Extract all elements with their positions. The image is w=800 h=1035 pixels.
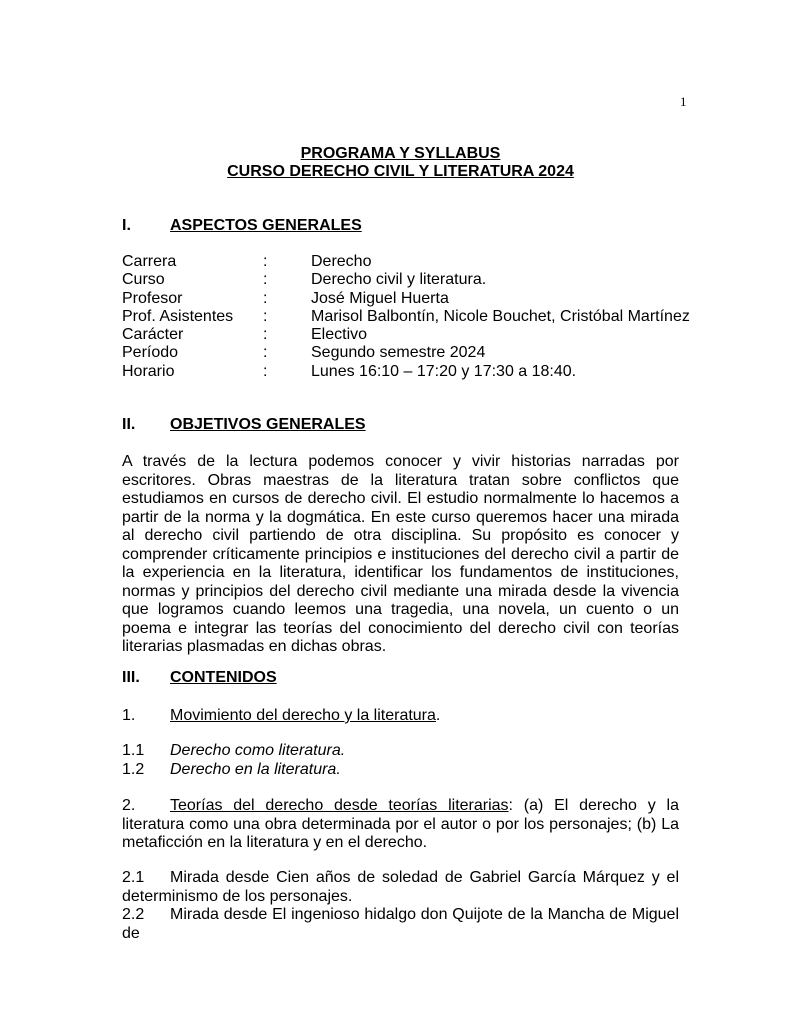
info-colon: :	[263, 253, 268, 270]
page-number: 1	[680, 94, 687, 109]
section-heading-contenidos	[122, 669, 277, 687]
content-item-1	[122, 707, 679, 726]
item-text: Mirada desde Cien años de soledad de Gabriel García Márquez y el determinismo de los personajes.	[122, 869, 679, 905]
info-value: Electivo	[311, 326, 368, 344]
info-key: Horario	[122, 362, 175, 380]
section-title: ASPECTOS GENERALES	[170, 217, 362, 234]
info-value: Lunes 16:10 – 17:20 y 17:30 a 18:40.	[311, 362, 577, 380]
info-row	[122, 363, 690, 381]
info-colon: :	[263, 289, 268, 307]
section-number: I.	[122, 217, 131, 234]
info-value: José Miguel Huerta	[311, 289, 449, 307]
item-end: .	[435, 707, 441, 724]
course-info-table	[122, 253, 690, 381]
info-key: Prof. Asistentes	[122, 307, 234, 325]
info-value: Marisol Balbontín, Nicole Bouchet, Cristóbal Martínez	[311, 307, 690, 325]
section-number: II.	[122, 416, 136, 433]
info-colon: :	[263, 271, 268, 289]
item-title: Teorías del derecho desde teorías literarias	[170, 797, 509, 814]
info-key: Profesor	[122, 289, 183, 307]
item-number: 2.1	[122, 869, 145, 886]
section-heading-aspectos	[122, 217, 362, 235]
item-number: 2.	[122, 797, 136, 814]
section-title: OBJETIVOS GENERALES	[170, 416, 366, 433]
document-title	[122, 145, 679, 181]
info-row	[122, 344, 690, 362]
item-number: 2.2	[122, 906, 145, 923]
info-key: Carácter	[122, 326, 184, 344]
item-number: 1.2	[122, 761, 145, 778]
item-number: 1.	[122, 707, 136, 724]
info-key: Período	[122, 344, 179, 362]
content-item-2-1	[122, 869, 679, 906]
info-row	[122, 271, 690, 289]
content-item-2-2	[122, 906, 679, 943]
info-row	[122, 253, 690, 271]
info-colon: :	[263, 344, 268, 362]
content-item-1-1	[122, 742, 679, 761]
objetivos-paragraph: A través de la lectura podemos conocer y vivir historias narradas por escritores. Obras maestras de la literatura tratan sobre conflictos que estudiamos en cursos de derecho civil. El estudio normalmente lo hacemos a partir de la norma y la dogmática. En este curso queremos hacer una mirada al derecho civil partiendo de otra disciplina. Su propósito es conocer y comprender críticamente principios e instituciones del derecho civil a partir de la experiencia en la literatura, identificar los fundamentos de instituciones, normas y principios del derecho civil mediante una mirada desde la vivencia que logramos cuando leemos una tragedia, una novela, un cuento o un poema e integrar las teorías del conocimiento del derecho civil con teorías literarias plasmadas en dichas obras.	[122, 453, 679, 655]
section-title: CONTENIDOS	[170, 669, 277, 686]
item-text: Mirada desde El ingenioso hidalgo don Quijote de la Mancha de Miguel de	[122, 906, 679, 942]
item-text: : (a) El derecho y la literatura como una obra determinada por el autor o por los personajes; (b) La metaficción en la literatura y en el derecho.	[122, 797, 679, 851]
title-line-2: CURSO DERECHO CIVIL Y LITERATURA 2024	[227, 163, 574, 180]
info-row	[122, 308, 690, 326]
item-title: Movimiento del derecho y la literatura	[170, 707, 436, 724]
info-value: Derecho civil y literatura.	[311, 271, 487, 289]
info-colon: :	[263, 362, 268, 380]
info-row	[122, 290, 690, 308]
item-number: 1.1	[122, 742, 145, 759]
info-key: Carrera	[122, 253, 177, 270]
info-value: Segundo semestre 2024	[311, 344, 486, 362]
content-item-2	[122, 797, 679, 853]
title-line-1: PROGRAMA Y SYLLABUS	[300, 145, 501, 162]
info-row	[122, 326, 690, 344]
info-colon: :	[263, 326, 268, 344]
section-heading-objetivos	[122, 416, 366, 434]
content-item-1-2	[122, 761, 679, 780]
info-value: Derecho	[311, 253, 372, 270]
item-text: Derecho como literatura.	[170, 742, 346, 759]
info-key: Curso	[122, 271, 165, 289]
info-colon: :	[263, 307, 268, 325]
item-text: Derecho en la literatura.	[170, 761, 341, 778]
section-number: III.	[122, 669, 140, 686]
